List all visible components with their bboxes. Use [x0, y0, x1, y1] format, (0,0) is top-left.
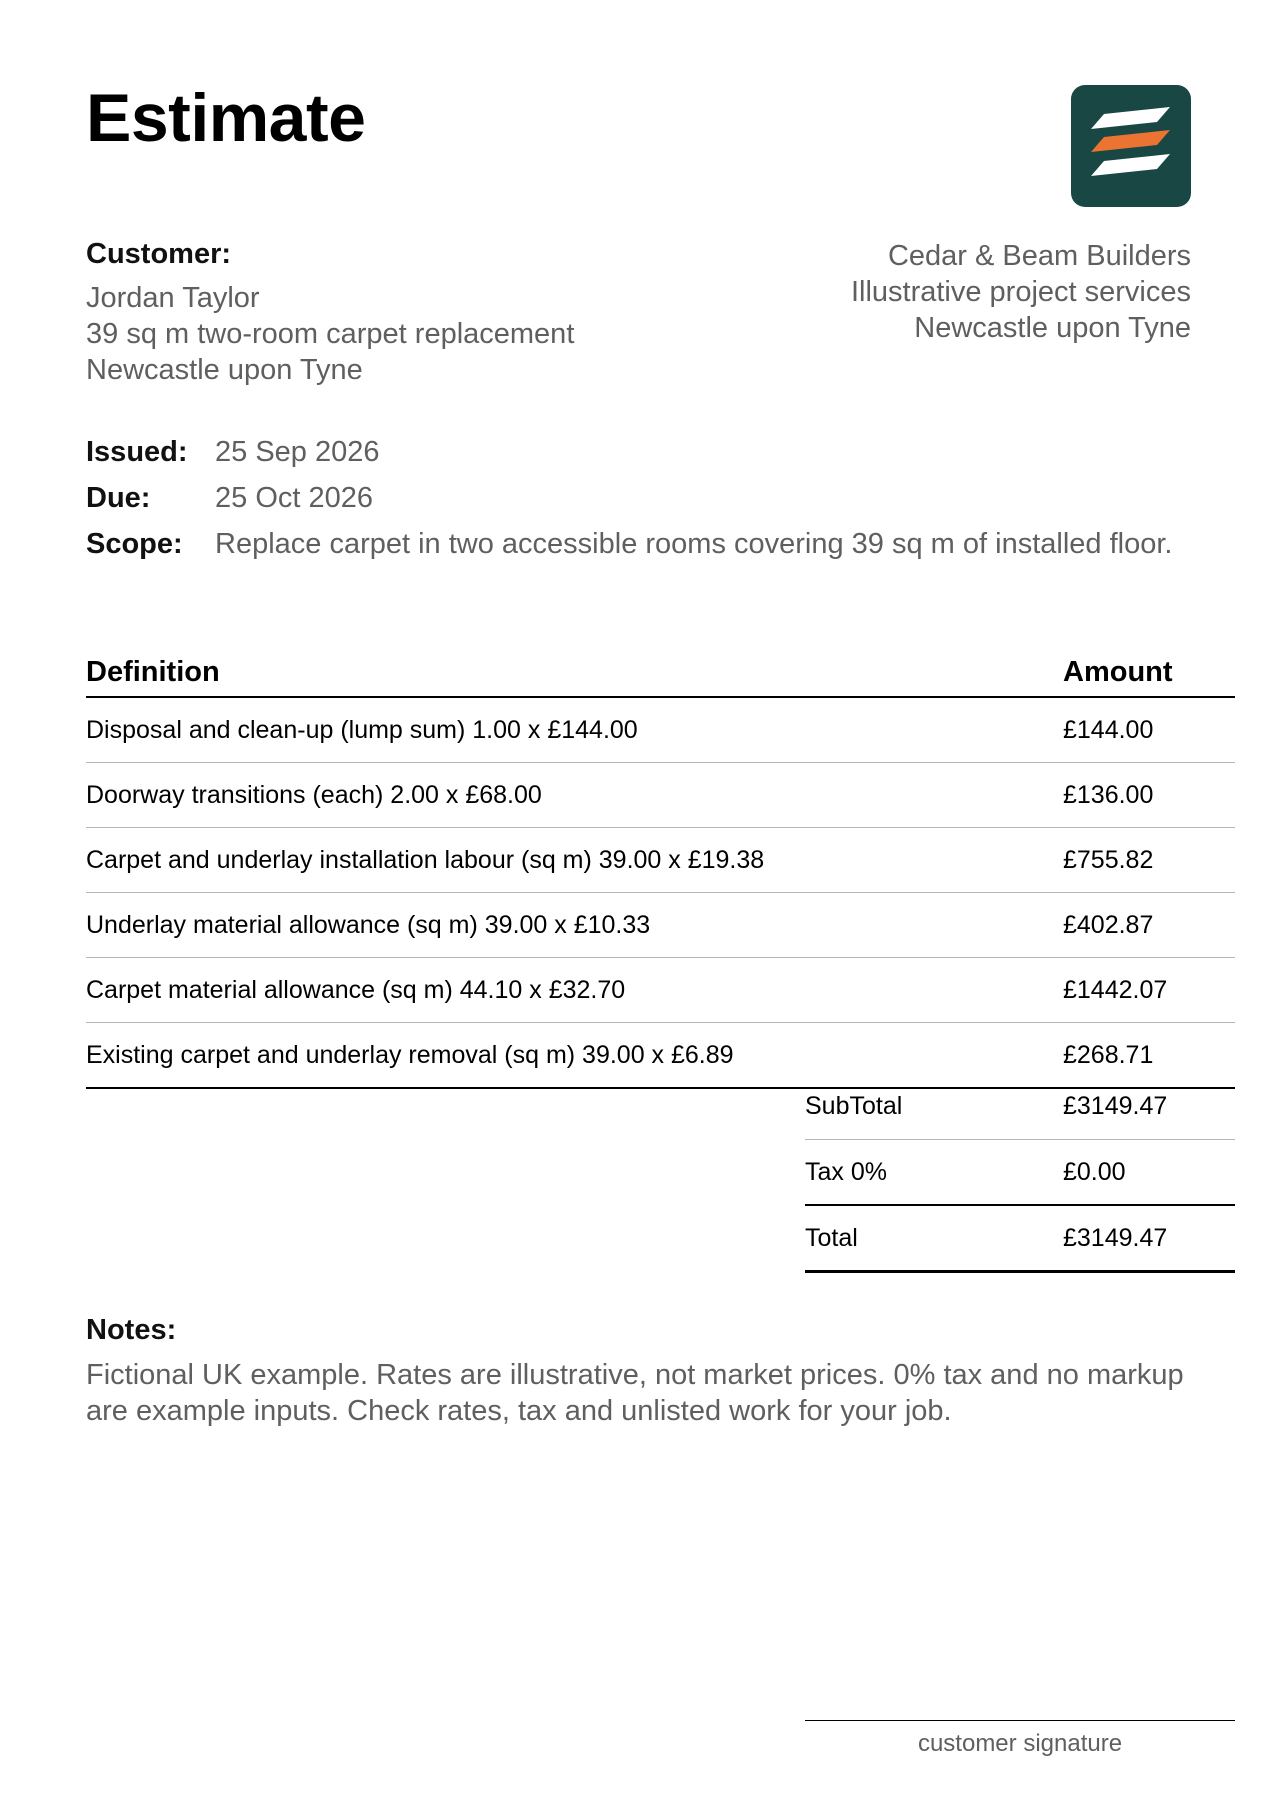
line-items-table [86, 652, 1235, 1089]
issued-date: 25 Sep 2026 [215, 436, 380, 468]
scope-row [86, 526, 1186, 562]
table-row [86, 893, 1235, 958]
table-row [86, 763, 1235, 828]
notes-label: Notes: [86, 1314, 177, 1346]
table-header [86, 652, 1235, 698]
stacked-planks-icon [1071, 85, 1191, 207]
table-row [86, 828, 1235, 893]
amount-header: Amount [1063, 656, 1173, 688]
definition-header: Definition [86, 656, 220, 688]
signature-label: customer signature [917, 1730, 1123, 1757]
scope-label: Scope: [86, 528, 183, 560]
issued-label: Issued: [86, 436, 188, 468]
customer-name: Jordan Taylor [86, 282, 260, 314]
tax-row [805, 1140, 1235, 1206]
customer-label: Customer: [86, 238, 232, 270]
company-logo [1071, 85, 1191, 207]
issued-row [86, 434, 1186, 470]
row-amount: £755.82 [1063, 845, 1154, 874]
due-row [86, 480, 1186, 516]
total-label: Total [805, 1223, 858, 1252]
company-block [851, 238, 1191, 346]
row-amount: £402.87 [1063, 910, 1154, 939]
subtotal-value: £3149.47 [1063, 1092, 1168, 1120]
company-location: Newcastle upon Tyne [914, 312, 1191, 344]
row-amount: £268.71 [1063, 1040, 1154, 1069]
due-date: 25 Oct 2026 [215, 482, 373, 514]
page-title: Estimate [86, 80, 366, 156]
row-amount: £136.00 [1063, 780, 1154, 809]
signature-line [805, 1720, 1235, 1758]
row-definition: Existing carpet and underlay removal (sq m) 39.00 x £6.89 [86, 1040, 734, 1069]
customer-project: 39 sq m two-room carpet replacement [86, 318, 575, 350]
table-row [86, 958, 1235, 1023]
totals-block [805, 1083, 1235, 1273]
subtotal-label: SubTotal [805, 1092, 903, 1120]
scope-text: Replace carpet in two accessible rooms covering 39 sq m of installed floor. [215, 528, 1173, 560]
estimate-meta [86, 434, 1186, 572]
row-definition: Carpet material allowance (sq m) 44.10 x £32.70 [86, 975, 626, 1004]
notes-block [86, 1314, 1186, 1429]
notes-text: Fictional UK example. Rates are illustrative, not market prices. 0% tax and no markup are example inputs. Check rates, tax and unlisted work for your job. [86, 1359, 1184, 1427]
company-name: Cedar & Beam Builders [887, 240, 1191, 272]
customer-block [86, 238, 574, 388]
row-definition: Doorway transitions (each) 2.00 x £68.00 [86, 780, 542, 809]
total-value: £3149.47 [1063, 1223, 1168, 1252]
tax-value: £0.00 [1063, 1157, 1126, 1186]
table-row [86, 698, 1235, 763]
subtotal-row [805, 1083, 1235, 1140]
row-amount: £144.00 [1063, 715, 1154, 744]
customer-location: Newcastle upon Tyne [86, 354, 363, 386]
company-tagline: Illustrative project services [850, 276, 1191, 308]
row-definition: Underlay material allowance (sq m) 39.00 x £10.33 [86, 910, 651, 939]
row-definition: Disposal and clean-up (lump sum) 1.00 x £144.00 [86, 715, 638, 744]
total-row [805, 1206, 1235, 1273]
tax-label: Tax 0% [805, 1157, 887, 1186]
row-definition: Carpet and underlay installation labour (sq m) 39.00 x £19.38 [86, 845, 765, 874]
due-label: Due: [86, 482, 151, 514]
row-amount: £1442.07 [1063, 975, 1168, 1004]
table-row [86, 1023, 1235, 1089]
